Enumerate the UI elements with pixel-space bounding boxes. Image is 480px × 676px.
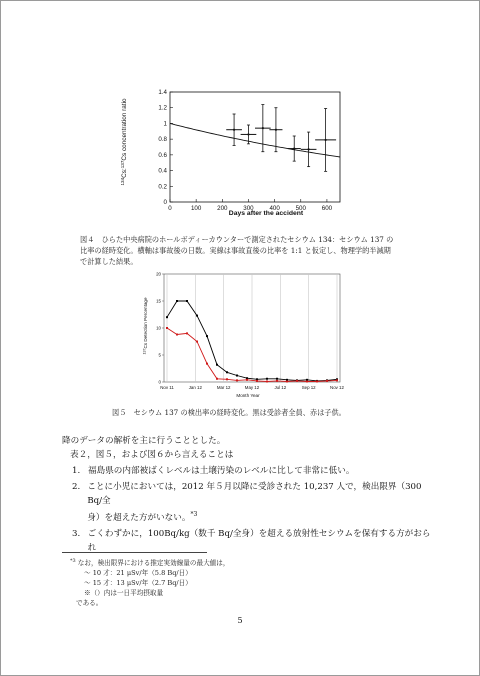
fig4-y-tick-label: 0 xyxy=(163,199,167,206)
fig5-data-point-all xyxy=(196,315,198,317)
fig5-data-point-children xyxy=(256,380,258,382)
fig5-y-tick-label: 10 xyxy=(156,325,161,331)
figure5-chart xyxy=(136,264,346,400)
fig5-data-point-children xyxy=(186,332,188,334)
fig4-x-tick-label: 400 xyxy=(269,205,280,212)
footnote-line1: なお，検出限界における推定実効線量の最大値は， xyxy=(77,559,230,568)
fig4-x-tick-label: 100 xyxy=(190,205,202,212)
fig5-y-tick-label: 20 xyxy=(156,271,161,277)
fig5-data-point-children xyxy=(306,380,308,382)
fig5-data-point-children xyxy=(236,379,238,381)
fig5-x-tick-label: Nov 12 xyxy=(330,385,344,390)
fig4-ylabel: $^{134}$Cs:$^{137}$Cs concentration ratio xyxy=(120,98,128,186)
figure5-caption: 図５ セシウム 137 の検出率の経時変化。黒は受診者全員、赤は子供。 xyxy=(112,408,346,417)
page-number: 5 xyxy=(237,616,243,625)
fig5-data-point-all xyxy=(276,378,278,380)
footnote-mark: *3 xyxy=(70,558,76,564)
fig5-data-point-children xyxy=(246,379,248,381)
fig5-x-tick-label: Nov 11 xyxy=(160,385,174,390)
fig4-y-tick-label: 0.8 xyxy=(158,136,167,144)
list-text: 福島県の内部被ばくレベルは土壌汚染のレベルに比して非常に低い。 xyxy=(88,466,355,476)
fig5-y-tick-label: 0 xyxy=(158,379,161,385)
fig5-data-point-children xyxy=(296,380,298,382)
figure4-caption-line2: 比率の経時変化。横軸は事故後の日数。実線は事故直後の比率を 1:1 と仮定し、物理学的半減期 xyxy=(80,246,391,255)
fig4-plot-frame xyxy=(170,92,340,202)
fig4-y-tick-label: 1.2 xyxy=(158,104,167,112)
footnote-rule xyxy=(62,552,207,553)
fig5-x-tick-label: Mar 12 xyxy=(216,385,231,390)
fig4-x-tick-label: 200 xyxy=(217,205,228,212)
footnote-ref[interactable]: *3 xyxy=(190,511,198,518)
fig5-data-point-children xyxy=(276,380,278,382)
fig4-x-tick-label: 600 xyxy=(321,205,333,212)
fig5-data-point-children xyxy=(266,380,268,382)
footnote xyxy=(70,556,320,608)
fig4-data-point xyxy=(233,129,235,131)
list-number: 1. xyxy=(72,466,81,476)
fig5-data-point-children xyxy=(216,378,218,380)
fig5-data-point-children xyxy=(226,378,228,380)
fig5-data-point-children xyxy=(326,380,328,382)
list-text: ことに小児においては，2012 年５月以降に受診された 10,237 人で，検出限界（300 Bq/全 xyxy=(87,482,422,506)
fig5-data-point-children xyxy=(206,363,208,365)
footnote-line3: 〜 15 才：13 μSv/年（2.7 Bq/日） xyxy=(84,579,192,588)
paragraph-1: 降のデータの解析を主に行うこととした。 xyxy=(62,436,226,446)
fig4-data-point xyxy=(325,139,327,141)
fig5-data-point-all xyxy=(186,300,188,302)
fig4-data-point xyxy=(308,148,310,150)
footnote-line5: である。 xyxy=(76,599,103,608)
fig4-x-tick-label: 500 xyxy=(295,205,306,212)
fig4-y-tick-label: 1.4 xyxy=(158,89,167,96)
fig4-y-tick-label: 0.6 xyxy=(158,151,167,159)
fig5-x-tick-label: Jul 12 xyxy=(274,385,287,390)
fig5-data-point-all xyxy=(206,335,208,337)
list-number: 3. xyxy=(72,528,81,539)
fig4-y-tick-label: 0.2 xyxy=(158,183,167,191)
fig5-x-tick-label: Sep 12 xyxy=(301,385,316,390)
fig5-x-tick-label: Jan 12 xyxy=(188,385,202,390)
fig5-data-point-children xyxy=(196,341,198,343)
footnote-line4: ※（）内は一日平均摂取量 xyxy=(84,589,164,598)
fig4-data-point xyxy=(275,129,277,131)
fig4-x-tick-label: 300 xyxy=(243,205,254,212)
fig4-data-point xyxy=(262,127,264,129)
fig5-data-point-all xyxy=(266,378,268,380)
figure4-caption-line3: で計算した結果。 xyxy=(80,257,138,266)
fig5-ylabel: $^{137}$Cs Detection Percentage xyxy=(142,297,148,355)
fig5-data-point-children xyxy=(176,333,178,335)
fig5-data-point-all xyxy=(176,300,178,302)
fig4-data-point xyxy=(293,147,295,149)
list-item xyxy=(62,480,432,525)
fig5-data-point-all xyxy=(226,371,228,373)
fig5-data-point-children xyxy=(316,380,318,382)
list-number: 2. xyxy=(72,482,81,492)
list-text: ごくわずかに，100Bq/kg（数千 Bq/全身）を超える放射性セシウムを保有する方がおられ xyxy=(87,528,431,553)
fig5-x-tick-label: May 12 xyxy=(244,385,260,390)
fig5-data-point-children xyxy=(166,327,168,329)
fig5-data-point-all xyxy=(216,364,218,366)
footnote-line2: 〜 10 才：21 μSv/年（5.8 Bq/日） xyxy=(84,569,192,578)
list-text-cont: 身）を超えた方がいない。 xyxy=(87,512,191,523)
body-text xyxy=(62,434,432,555)
fig5-y-tick-label: 5 xyxy=(158,352,161,358)
fig5-xlabel: Month Year xyxy=(236,393,260,398)
fig5-data-point-children xyxy=(336,379,338,381)
fig4-xlabel: Days after the accident xyxy=(228,210,304,217)
fig5-data-point-children xyxy=(286,380,288,382)
list-item xyxy=(62,527,432,555)
fig4-y-tick-label: 1 xyxy=(163,120,167,128)
fig5-data-point-all xyxy=(166,316,168,318)
paragraph-2: 表２，図５，および図６から言えることは xyxy=(70,450,234,460)
figure4-chart xyxy=(110,82,350,224)
list-item xyxy=(62,464,432,478)
fig5-y-tick-label: 15 xyxy=(156,298,161,304)
fig4-data-point xyxy=(247,133,249,135)
fig5-data-point-all xyxy=(236,375,238,377)
figure4-caption xyxy=(80,234,420,267)
fig4-y-tick-label: 0.4 xyxy=(158,167,167,175)
fig4-x-tick-label: 0 xyxy=(168,205,172,212)
figure4-caption-line1: 図４ ひらた中央病院のホールボディーカウンターで測定されたセシウム 134：セシウム 137 の xyxy=(80,235,394,244)
